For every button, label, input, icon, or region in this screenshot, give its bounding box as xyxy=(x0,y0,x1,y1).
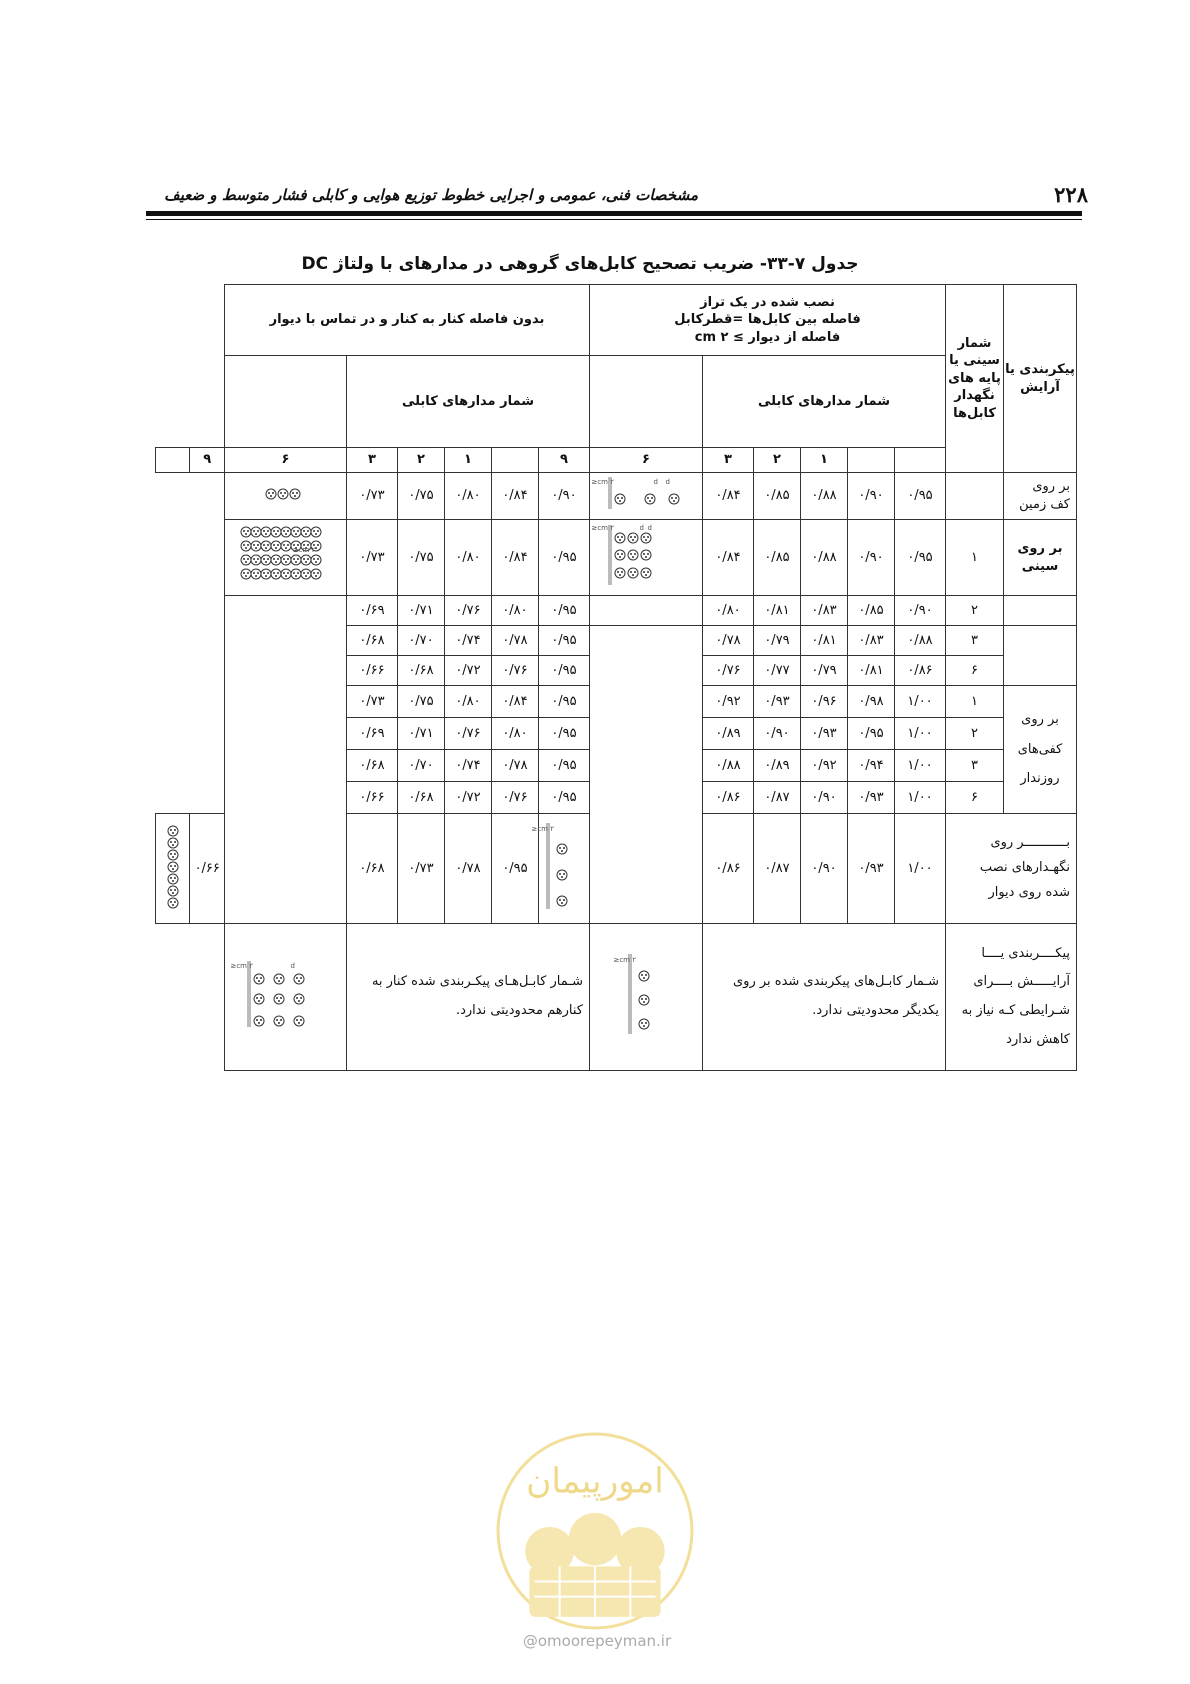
factor-cell: ۰/۷۳ xyxy=(397,814,444,924)
factor-cell: ۰/۷۶ xyxy=(444,596,491,626)
blank-fig-cell xyxy=(589,596,702,626)
omoorepeyman-logo xyxy=(494,1430,696,1632)
factor-cell: ۰/۹۵ xyxy=(538,596,589,626)
num-blank-1 xyxy=(895,448,946,473)
label-tray: بر روی سینی xyxy=(1004,520,1077,596)
factor-cell: ۰/۸۴ xyxy=(491,520,538,596)
factor-cell: ۰/۶۸ xyxy=(346,626,397,656)
factor-cell: ۰/۹۴ xyxy=(848,750,895,782)
factor-cell: ۰/۶۹ xyxy=(346,596,397,626)
fig-label: d xyxy=(291,962,296,971)
blank-fig-spaced xyxy=(589,626,702,924)
floor-spaced-figure xyxy=(591,475,686,511)
factor-cell: ۰/۸۷ xyxy=(754,782,801,814)
factor-cell: ۰/۷۰ xyxy=(397,750,444,782)
circuit-count-spaced: ۶ xyxy=(589,448,702,473)
header-fig-touching xyxy=(224,356,346,448)
factor-cell: ۰/۹۰ xyxy=(801,814,848,924)
factor-cell: ۰/۸۶ xyxy=(895,656,946,686)
factor-cell: ۰/۹۵ xyxy=(538,782,589,814)
circuit-count-touching: ۲ xyxy=(397,448,444,473)
factor-cell: ۰/۶۶ xyxy=(190,814,224,924)
fig-label: d xyxy=(647,523,652,532)
factor-cell: ۰/۸۰ xyxy=(491,718,538,750)
factor-cell: ۰/۸۴ xyxy=(491,686,538,718)
factor-cell: ۰/۷۷ xyxy=(754,656,801,686)
fig-label: ۲ cm≤ xyxy=(531,824,554,833)
tray-count-cell: ۶ xyxy=(946,656,1004,686)
factor-cell: ۰/۹۵ xyxy=(538,656,589,686)
factor-cell: ۰/۹۵ xyxy=(538,626,589,656)
trefoil-touching-figure xyxy=(230,959,325,1029)
factor-cell: ۰/۷۸ xyxy=(491,750,538,782)
header-spaced xyxy=(589,285,945,356)
factor-cell: ۰/۹۰ xyxy=(895,596,946,626)
fig-label: d xyxy=(639,523,644,532)
factor-cell: ۰/۷۵ xyxy=(397,520,444,596)
factor-cell: ۰/۹۰ xyxy=(848,473,895,520)
factor-cell: ۰/۸۸ xyxy=(801,520,848,596)
factor-cell: ۰/۸۰ xyxy=(703,596,754,626)
num-blank-3 xyxy=(491,448,538,473)
factor-cell: ۰/۷۵ xyxy=(397,686,444,718)
num-blank-2 xyxy=(848,448,895,473)
factor-cell: ۰/۶۸ xyxy=(397,656,444,686)
factor-cell: ۰/۸۰ xyxy=(444,686,491,718)
factor-cell: ۰/۸۱ xyxy=(801,626,848,656)
factor-cell: ۰/۸۴ xyxy=(703,473,754,520)
factor-cell: ۰/۷۲ xyxy=(444,782,491,814)
header-circuits-touching: شمار مدارهای کابلی xyxy=(346,356,589,448)
factor-cell: ۰/۹۳ xyxy=(754,686,801,718)
factor-cell: ۰/۸۵ xyxy=(848,596,895,626)
header-spaced-line3: فاصله از دیوار ≥ ۲ cm xyxy=(694,329,841,345)
factor-cell: ۰/۸۸ xyxy=(703,750,754,782)
tray-count-cell: ۳ xyxy=(946,626,1004,656)
factor-cell: ۰/۸۹ xyxy=(754,750,801,782)
blank-fig-touching xyxy=(224,596,346,924)
header-tray-count: شمار سینی یا پایه های نگهدار کابل‌ها xyxy=(946,285,1004,473)
header-rule-thin xyxy=(146,219,1082,220)
tray-count-cell: ۳ xyxy=(946,750,1004,782)
factor-cell: ۰/۹۵ xyxy=(895,520,946,596)
circuit-count-touching: ۱ xyxy=(444,448,491,473)
factor-cell: ۰/۹۵ xyxy=(538,686,589,718)
fig-label: ۲ cm≤ xyxy=(591,523,614,532)
factor-cell: ۰/۹۲ xyxy=(801,750,848,782)
factor-cell: ۰/۹۳ xyxy=(848,782,895,814)
header-touching: بدون فاصله کنار به کنار و در تماس با دیوار xyxy=(224,285,589,356)
running-header-title: مشخصات فنی، عمومی و اجرایی خطوط توزیع هوایی و کابلی فشار متوسط و ضعیف xyxy=(164,186,698,204)
fig-label: ۲ cm≤ xyxy=(230,962,254,971)
num-blank-4 xyxy=(156,448,190,473)
factor-cell: ۰/۹۰ xyxy=(848,520,895,596)
circuit-count-spaced: ۳ xyxy=(703,448,754,473)
factor-cell: ۱/۰۰ xyxy=(895,814,946,924)
factor-cell: ۰/۷۹ xyxy=(801,656,848,686)
factor-cell: ۰/۷۴ xyxy=(444,626,491,656)
tray-spaced-figure xyxy=(591,523,686,587)
factor-cell: ۱/۰۰ xyxy=(895,686,946,718)
tray-count-cell: ۱ xyxy=(946,686,1004,718)
circuit-count-touching: ۹ xyxy=(190,448,224,473)
circuit-count-touching: ۳ xyxy=(346,448,397,473)
factor-cell: ۰/۹۵ xyxy=(538,750,589,782)
factor-cell: ۱/۰۰ xyxy=(895,782,946,814)
factor-cell: ۰/۶۶ xyxy=(346,782,397,814)
tray-count-cell: ۲ xyxy=(946,596,1004,626)
factor-cell: ۰/۸۱ xyxy=(754,596,801,626)
floor-touching-figure xyxy=(255,478,315,508)
factor-cell: ۰/۷۳ xyxy=(346,473,397,520)
circuit-count-touching: ۶ xyxy=(224,448,346,473)
factor-cell: ۰/۸۷ xyxy=(754,814,801,924)
fig-label: ۲ cm≤ xyxy=(613,956,636,965)
factor-cell: ۰/۸۸ xyxy=(801,473,848,520)
fig-label: d xyxy=(665,478,670,487)
wall-spaced-figure xyxy=(531,821,584,911)
note-spaced: شـمار کابـل‌های پیکربندی شده بر روی یکدیگر محدودیتی ندارد. xyxy=(703,924,946,1071)
factor-cell: ۰/۷۵ xyxy=(397,473,444,520)
factor-cell: ۰/۸۰ xyxy=(444,520,491,596)
factor-cell: ۰/۹۰ xyxy=(538,473,589,520)
factor-cell: ۰/۹۵ xyxy=(895,473,946,520)
factor-cell: ۰/۸۱ xyxy=(848,656,895,686)
site-url: @omoorepeyman.ir xyxy=(522,1632,672,1650)
factor-cell: ۰/۶۸ xyxy=(397,782,444,814)
circuit-count-spaced: ۹ xyxy=(538,448,589,473)
tray-count-cell: ۶ xyxy=(946,782,1004,814)
factor-cell: ۰/۸۵ xyxy=(754,520,801,596)
tray-count-cell xyxy=(946,473,1004,520)
factor-cell: ۰/۹۵ xyxy=(848,718,895,750)
tray-count-cell: ۲ xyxy=(946,718,1004,750)
factor-cell: ۰/۶۶ xyxy=(346,656,397,686)
factor-cell: ۰/۸۶ xyxy=(703,814,754,924)
blank-label-cell xyxy=(1004,596,1077,626)
factor-cell: ۰/۹۳ xyxy=(801,718,848,750)
label-floor: بر روی کف زمین xyxy=(1004,473,1077,520)
factor-cell: ۰/۸۴ xyxy=(491,473,538,520)
circuit-count-spaced: ۱ xyxy=(801,448,848,473)
factor-cell: ۰/۸۰ xyxy=(444,473,491,520)
factor-cell: ۰/۸۰ xyxy=(491,596,538,626)
factor-cell: ۰/۷۸ xyxy=(491,626,538,656)
factor-cell: ۰/۹۵ xyxy=(538,520,589,596)
factor-cell: ۰/۸۳ xyxy=(801,596,848,626)
factor-cell: ۰/۸۹ xyxy=(703,718,754,750)
header-fig-spaced xyxy=(589,356,702,448)
factor-cell: ۰/۷۳ xyxy=(346,686,397,718)
blank-label-cell xyxy=(1004,626,1077,686)
factor-cell: ۰/۶۸ xyxy=(346,814,397,924)
wall-touching-figure xyxy=(158,823,188,909)
factor-cell: ۰/۹۶ xyxy=(801,686,848,718)
trefoil-spaced-figure xyxy=(613,952,666,1036)
header-spaced-line2: فاصله بین کابل‌ها =قطرکابل xyxy=(674,312,861,328)
factor-cell: ۰/۸۴ xyxy=(703,520,754,596)
factor-cell: ۰/۷۹ xyxy=(754,626,801,656)
fig-label: ۲ cm≤ xyxy=(591,478,614,487)
factor-cell: ۰/۷۲ xyxy=(444,656,491,686)
header-spaced-line1: نصب شده در یک تراز xyxy=(700,294,835,310)
header-circuits-spaced: شمار مدارهای کابلی xyxy=(703,356,946,448)
factor-cell: ۰/۷۶ xyxy=(703,656,754,686)
factor-cell: ۰/۸۳ xyxy=(848,626,895,656)
factor-cell: ۰/۸۸ xyxy=(895,626,946,656)
factor-cell: ۰/۷۱ xyxy=(397,596,444,626)
factor-cell: ۰/۷۳ xyxy=(346,520,397,596)
factor-cell: ۰/۹۵ xyxy=(538,718,589,750)
factor-cell: ۰/۶۸ xyxy=(346,750,397,782)
header-arrangement: پیکربندی یا آرایش xyxy=(1004,285,1077,473)
label-wall: بـــــــــــر روی نگهـدارهای نصب شده روی دیوار xyxy=(946,814,1077,924)
fig-label: d xyxy=(653,478,658,487)
note-touching: شـمار کابـل‌هـای پیکـربندی شده کنار به کنارهم محدودیتی ندارد. xyxy=(346,924,589,1071)
factor-cell: ۰/۹۳ xyxy=(848,814,895,924)
factor-cell: ۰/۹۰ xyxy=(754,718,801,750)
circuit-count-spaced: ۲ xyxy=(754,448,801,473)
correction-factor-table xyxy=(155,284,1077,1071)
factor-cell: ۰/۷۶ xyxy=(491,782,538,814)
factor-cell: ۰/۶۹ xyxy=(346,718,397,750)
label-ladder: بر روی کفی‌های روزندار xyxy=(1004,686,1077,814)
logo-text: امورپیمان xyxy=(526,1461,664,1502)
table-caption: جدول ۷-۳۳- ضریب تصحیح کابل‌های گروهی در مدارهای با ولتاژ DC xyxy=(301,254,859,274)
factor-cell: ۰/۹۵ xyxy=(491,814,538,924)
factor-cell: ۰/۹۸ xyxy=(848,686,895,718)
page-number: ۲۲۸ xyxy=(1054,182,1088,207)
factor-cell: ۱/۰۰ xyxy=(895,718,946,750)
factor-cell: ۱/۰۰ xyxy=(895,750,946,782)
tray-count-cell: ۱ xyxy=(946,520,1004,596)
factor-cell: ۰/۷۸ xyxy=(444,814,491,924)
factor-cell: ۰/۸۶ xyxy=(703,782,754,814)
factor-cell: ۰/۹۰ xyxy=(801,782,848,814)
factor-cell: ۰/۷۰ xyxy=(397,626,444,656)
fig-label: ۲۰ cm≤ xyxy=(293,545,320,554)
tray-touching-figure xyxy=(239,524,331,586)
factor-cell: ۰/۸۵ xyxy=(754,473,801,520)
factor-cell: ۰/۷۸ xyxy=(703,626,754,656)
factor-cell: ۰/۷۶ xyxy=(491,656,538,686)
factor-cell: ۰/۷۶ xyxy=(444,718,491,750)
factor-cell: ۰/۷۴ xyxy=(444,750,491,782)
factor-cell: ۰/۷۱ xyxy=(397,718,444,750)
factor-cell: ۰/۹۲ xyxy=(703,686,754,718)
header-rule-thick xyxy=(146,211,1082,216)
label-trefoil: پیکــــربندی یــــا آرایـــــش بــــرای شـرایطی کـه نیاز به کاهش ندارد xyxy=(946,924,1077,1071)
